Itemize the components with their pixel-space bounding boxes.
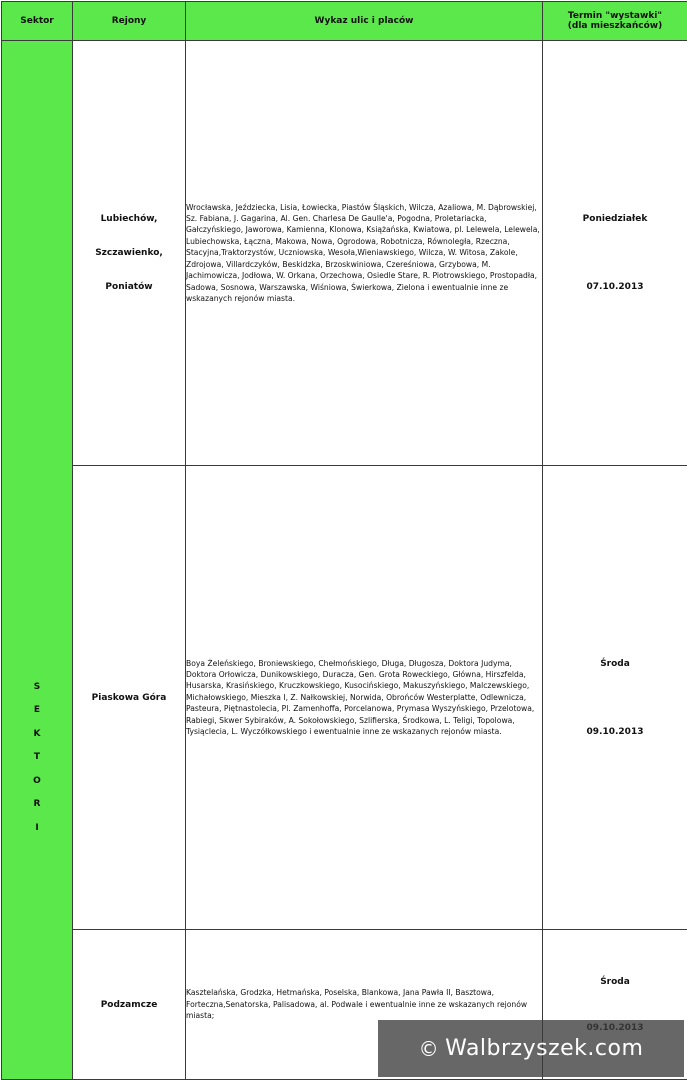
term-date: 07.10.2013 bbox=[586, 282, 644, 292]
term-day: Środa bbox=[600, 658, 630, 669]
term-cell bbox=[543, 466, 687, 930]
header-termin bbox=[543, 2, 687, 41]
rejon-name: Piaskowa Góra bbox=[91, 692, 167, 703]
sector-letter: R bbox=[33, 799, 41, 810]
term-day: Środa bbox=[600, 976, 630, 987]
rejon-cell bbox=[73, 466, 186, 930]
sector-letter: O bbox=[33, 775, 41, 786]
term-date: 09.10.2013 bbox=[586, 726, 644, 737]
header-rejony: Rejony bbox=[73, 2, 186, 41]
header-wykaz: Wykaz ulic i placów bbox=[186, 2, 543, 41]
rejon-cell bbox=[73, 930, 186, 1080]
sector-letter: E bbox=[33, 705, 41, 716]
rejon-name: Poniatów bbox=[105, 282, 153, 292]
sector-letter: S bbox=[33, 681, 41, 692]
header-sektor: Sektor bbox=[2, 2, 73, 41]
header-row bbox=[2, 2, 687, 41]
sector-vertical-label bbox=[2, 280, 72, 841]
rejon-name: Podzamcze bbox=[100, 999, 158, 1010]
collection-schedule-table bbox=[1, 1, 687, 1080]
term-cell bbox=[543, 41, 687, 466]
sector-letter: K bbox=[33, 728, 41, 739]
watermark-text: Walbrzyszek.com bbox=[445, 1036, 644, 1061]
streets-list: Wrocławska, Jeździecka, Lisia, Łowiecka, Piastów Śląskich, Wilcza, Azaliowa, M. Dąbrowskiej, Sz. Fabiana, J. Gagarina, Al. Gen. Charlesa De Gaulle'a, Pogodna, Proletariacka, Gałczyńskiego, Jaworowa, Kamienna, Klonowa, Książańska, Kwiatowa, pl. Lelewela, Lelewela, Lubiechowska, Łączna, Makowa, Nowa, Ogrodowa, Robotnicza, Równoległa, Rzeczna, Stacyjna,Traktorzystów, Uczniowska, Wesoła,Wieniawskiego, Wilcza, W. Witosa, Zakole, Zdrojowa, Villardczyków, Beskidzka, Brzoskwiniowa, Czereśniowa, Grzybowa, M. Jachimowicza, Jodłowa, W. Orkana, Orzechowa, Osiedle Stare, R. Piotrowskiego, Prostopadła, Sadowa, Sosnowa, Warszawska, Wiśniowa, Świerkowa, Zielona i ewentualnie inne ze wskazanych rejonów miasta. bbox=[186, 41, 543, 466]
rejon-cell bbox=[73, 41, 186, 466]
sector-letter: I bbox=[35, 822, 39, 833]
streets-list: Boya Żeleńskiego, Broniewskiego, Chełmońskiego, Długa, Długosza, Doktora Judyma, Doktora Orłowicza, Dunikowskiego, Duracza, Gen. Grota Roweckiego, Główna, Hirszfelda, Husarska, Krasińskiego, Kruczkowskiego, Kusocińskiego, Makuszyńskiego, Malczewskiego, Michałowskiego, Mieszka I, Z. Nałkowskiej, Norwida, Obrońców Westerplatte, Odlewnicza, Pasteura, Piętnastolecia, Pl. Zamenhoffa, Porcelanowa, Prymasa Wyszyńskiego, Przelotowa, Rabiegi, Skwer Sybiraków, A. Sokołowskiego, Szlifierska, Środkowa, L. Teligi, Topolowa, Tysiąclecia, L. Wyczółkowskiego i ewentualnie inne ze wskazanych rejonów miasta. bbox=[186, 466, 543, 930]
header-termin-line2: (dla mieszkańców) bbox=[567, 21, 663, 31]
table-row bbox=[2, 466, 687, 930]
header-termin-line1: Termin "wystawki" bbox=[567, 11, 663, 21]
sector-cell bbox=[2, 41, 73, 1080]
watermark bbox=[378, 1020, 684, 1077]
sector-letter: T bbox=[33, 752, 41, 763]
copyright-icon: © bbox=[418, 1036, 440, 1061]
rejon-name: Szczawienko, bbox=[95, 248, 163, 258]
term-day: Poniedziałek bbox=[582, 214, 648, 224]
rejon-name: Lubiechów, bbox=[100, 214, 158, 224]
streets-list: Kasztelańska, Grodzka, Hetmańska, Poselska, Blankowa, Jana Pawła II, Basztowa, Forteczna,Senatorska, Palisadowa, al. Podwale i ewentualnie inne ze wskazanych rejonów miasta; bbox=[186, 930, 543, 1080]
table-row bbox=[2, 41, 687, 466]
